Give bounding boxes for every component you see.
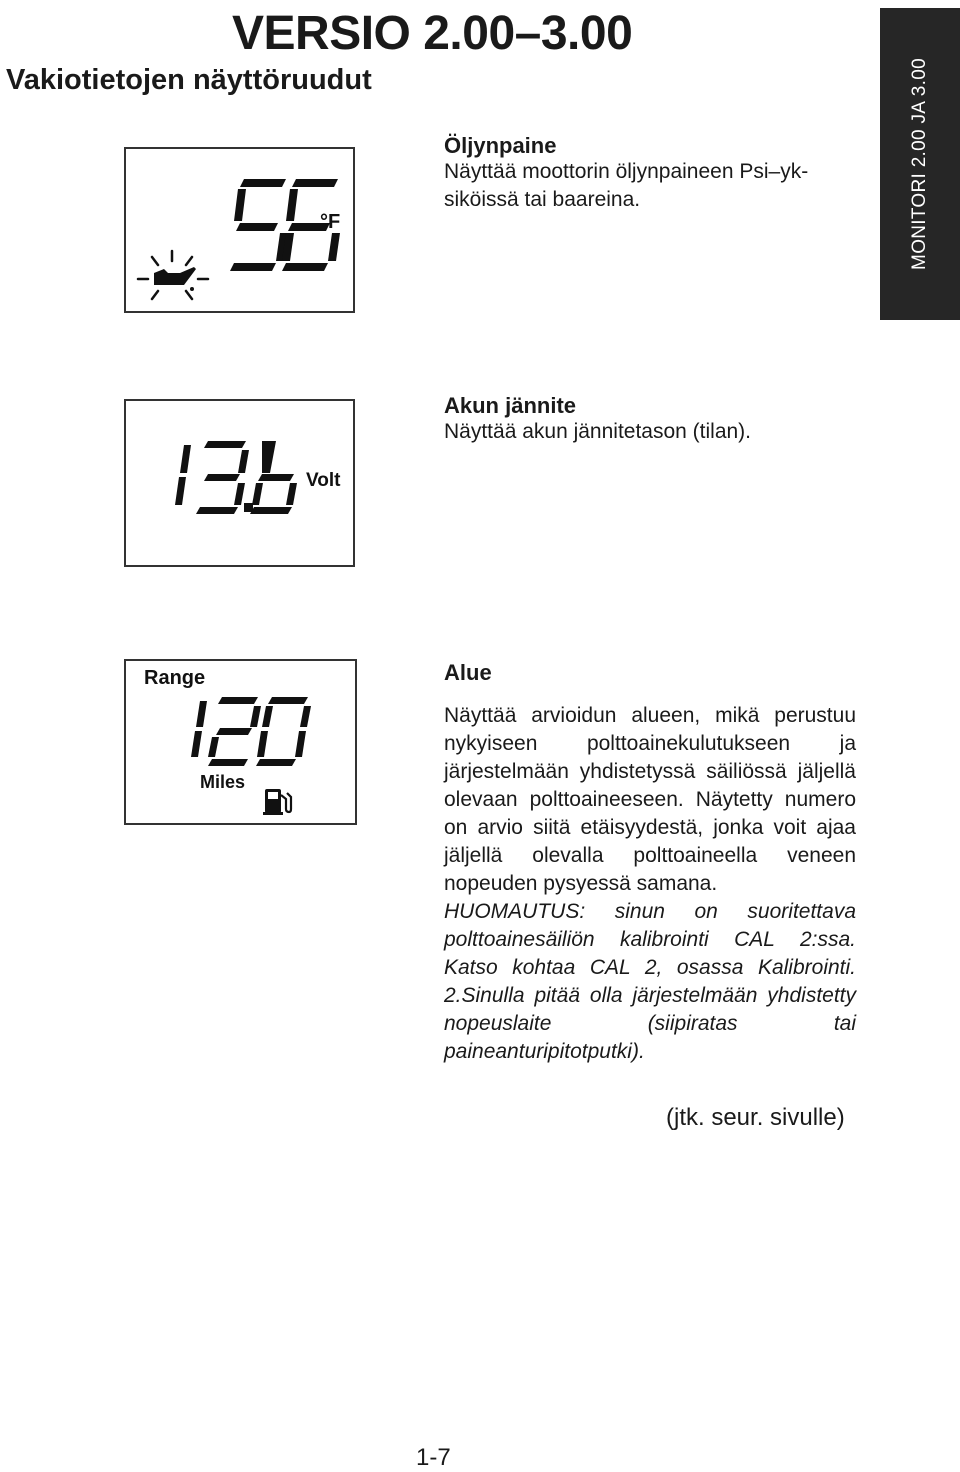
- page-number: 1-7: [416, 1444, 451, 1471]
- range-paragraph: Näyttää arvioidun alueen, mikä perustuu nykyiseen polttoainekulutukseen ja järjestelmään yhdistetyssä säiliössä jäljellä olevaan polttoaineeseen. Näytetty numero on arvio siitä etäisyydestä, jonka voit ajaa jäljellä olevalla polttoaineella veneen nopeuden pysyessä samana.: [444, 704, 856, 895]
- page-title: VERSIO 2.00–3.00: [232, 7, 633, 60]
- range-heading: Alue: [444, 660, 492, 685]
- text-line: Näyttää akun jännitetason (tilan).: [444, 420, 752, 443]
- range-digits: [126, 661, 355, 823]
- fuel-pump-icon: [262, 785, 294, 817]
- battery-voltage-heading: Akun jännite: [444, 393, 577, 418]
- oil-pressure-description: [444, 158, 864, 214]
- lcd-battery-voltage: [124, 399, 355, 567]
- battery-voltage-unit: Volt: [306, 470, 341, 491]
- range-unit: Miles: [200, 772, 246, 792]
- oil-pressure-unit: °F: [320, 211, 341, 233]
- lcd-oil-pressure: [124, 147, 355, 313]
- page-subtitle: Vakiotietojen näyttöruudut: [6, 64, 372, 96]
- side-tab: [880, 8, 960, 320]
- continued-note: (jtk. seur. sivulle): [666, 1104, 845, 1131]
- side-tab-label: MONITORI 2.00 JA 3.00: [909, 58, 930, 270]
- oil-pressure-heading: Öljynpaine: [444, 133, 557, 158]
- range-note: HUOMAUTUS: sinun on suoritettava polttoainesäiliön kalibrointi CAL 2:ssa. Katso kohtaa CAL 2, osassa Kalibrointi. 2.Sinulla pitää olla järjestelmään yhdistetty nopeuslaite (siipiratas tai paineanturipitotputki).: [444, 900, 856, 1063]
- lcd-range: [124, 659, 357, 825]
- battery-voltage-description: [444, 418, 864, 446]
- text-line: Näyttää moottorin öljynpaineen Psi–yk-: [444, 160, 809, 183]
- range-description: [444, 702, 856, 1066]
- text-line: siköissä tai baareina.: [444, 188, 641, 211]
- range-label: Range: [144, 667, 206, 689]
- oil-can-warning-icon: [134, 247, 212, 303]
